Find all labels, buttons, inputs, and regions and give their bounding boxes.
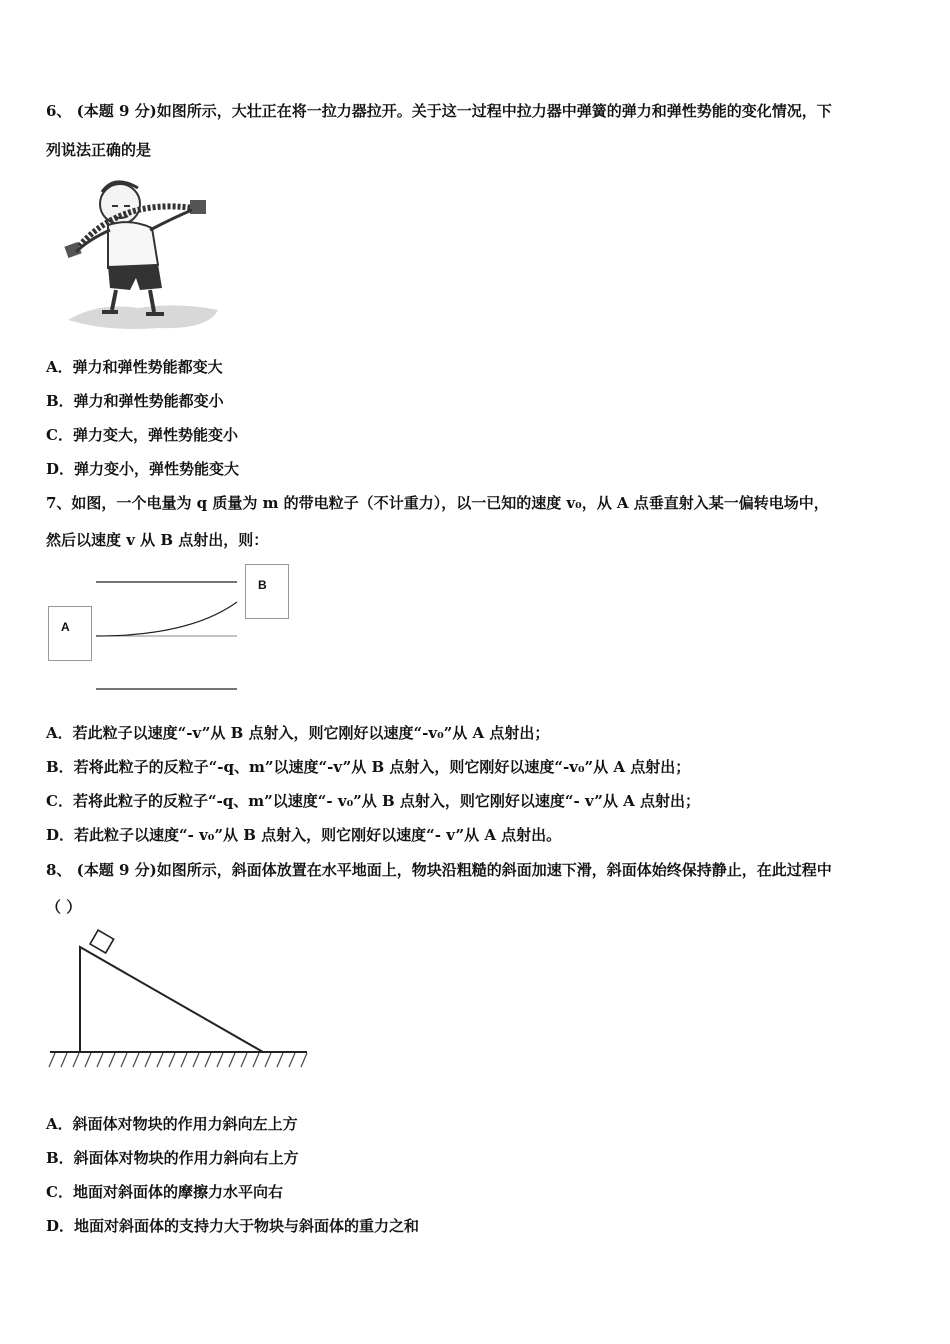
q7-option-a: A．若此粒子以速度“-v”从 B 点射入，则它刚好以速度“-v₀”从 A 点射出； [46, 724, 550, 742]
point-b-label: B [258, 578, 267, 592]
ground-hatching [49, 1053, 307, 1067]
q6-option-b: B．弹力和弹性势能都变小 [46, 392, 224, 410]
q8-stem-line1: 8、 (本题 9 分)如图所示，斜面体放置在水平地面上，物块沿粗糙的斜面加速下滑，斜面体始终保持静止，在此过程中 [46, 861, 832, 879]
point-a-box [48, 606, 92, 661]
q6-stem-line2: 列说法正确的是 [46, 141, 152, 159]
q8-option-d: D．地面对斜面体的支持力大于物块与斜面体的重力之和 [46, 1217, 420, 1235]
point-b-box [245, 564, 289, 619]
q6-stem-line1: 6、 (本题 9 分)如图所示，大壮正在将一拉力器拉开。关于这一过程中拉力器中弹簧的弹力和弹性势能的变化情况，下 [46, 102, 832, 120]
q7-option-c: C．若将此粒子的反粒子“-q、m”以速度“- v₀”从 B 点射入，则它刚好以速度“- v”从 A 点射出； [46, 792, 700, 810]
point-a-label: A [61, 620, 70, 634]
q6-option-d: D．弹力变小，弹性势能变大 [46, 460, 240, 478]
q6-option-c: C．弹力变大，弹性势能变小 [46, 426, 238, 444]
q8-option-a: A．斜面体对物块的作用力斜向左上方 [46, 1115, 298, 1133]
q7-option-d: D．若此粒子以速度“- v₀”从 B 点射入，则它刚好以速度“- v”从 A 点射出。 [46, 826, 562, 844]
sliding-block [90, 930, 114, 953]
q8-option-b: B．斜面体对物块的作用力斜向右上方 [46, 1149, 299, 1167]
q8-figure-incline [45, 925, 315, 1075]
q6-figure-boy-with-expander [58, 170, 226, 335]
incline-body [80, 947, 263, 1052]
q7-stem-line2: 然后以速度 v 从 B 点射出，则： [46, 531, 269, 549]
q8-option-c: C．地面对斜面体的摩擦力水平向右 [46, 1183, 283, 1201]
particle-trajectory [96, 602, 237, 636]
q7-option-b: B．若将此粒子的反粒子“-q、m”以速度“-v”从 B 点射入，则它刚好以速度“-v₀”从 A 点射出； [46, 758, 691, 776]
q8-stem-line2: （ ） [46, 898, 82, 916]
q7-stem-line1: 7、如图，一个电量为 q 质量为 m 的带电粒子（不计重力），以一已知的速度 v₀，从 A 点垂直射入某一偏转电场中， [46, 494, 829, 512]
q6-option-a: A．弹力和弹性势能都变大 [46, 358, 223, 376]
